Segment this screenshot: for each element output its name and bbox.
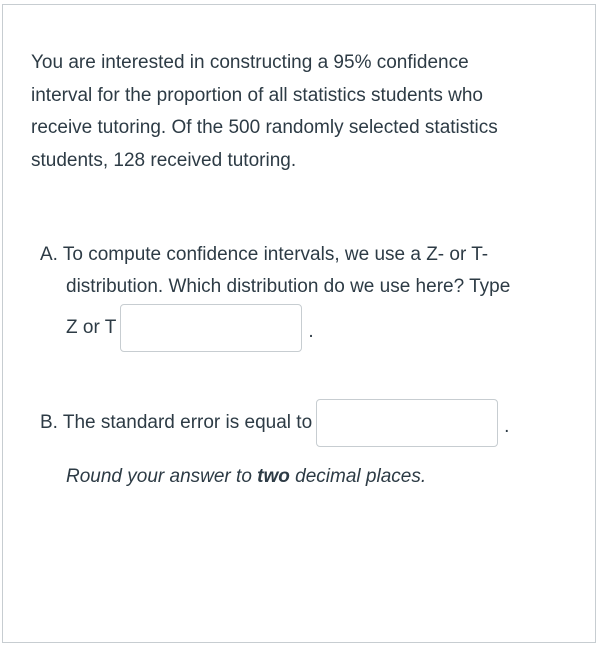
- part-a-answer-row: [66, 303, 314, 353]
- part-a-answer-input[interactable]: [120, 304, 302, 352]
- part-a-line-3: Z or T: [66, 317, 117, 338]
- part-a-period: .: [308, 321, 314, 342]
- intro-line: students, 128 received tutoring.: [31, 149, 297, 171]
- rounding-note: [66, 461, 426, 493]
- part-b-period: .: [504, 416, 510, 437]
- part-b-answer-input[interactable]: [316, 399, 498, 447]
- intro-line: receive tutoring. Of the 500 randomly selected statistics: [31, 117, 498, 138]
- part-a-line-1: A. To compute confidence intervals, we use a Z- or T-: [40, 244, 489, 265]
- question-intro: [31, 47, 571, 177]
- note-prefix: Round your answer to: [66, 466, 258, 487]
- note-bold: two: [257, 466, 290, 487]
- part-a-line-2: distribution. Which distribution do we use here? Type: [66, 276, 511, 297]
- note-suffix: decimal places.: [289, 466, 427, 487]
- intro-line: interval for the proportion of all statistics students who: [31, 84, 484, 106]
- part-b-answer-row: [40, 398, 509, 448]
- part-b-label: B. The standard error is equal to: [40, 412, 313, 433]
- question-frame: [2, 4, 596, 643]
- part-a-text: [40, 239, 580, 303]
- intro-line: You are interested in constructing a 95% confidence: [31, 52, 469, 73]
